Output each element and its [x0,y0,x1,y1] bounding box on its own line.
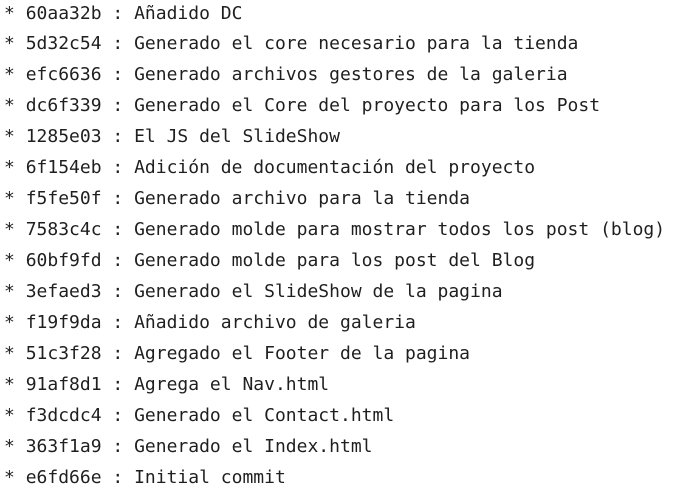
commit-line [0,245,680,276]
commit-line [0,276,680,307]
commit-hash: 51c3f28 [25,343,102,364]
bullet-asterisk: * [4,188,15,209]
commit-line [0,338,680,369]
separator: : [112,188,124,209]
bullet-asterisk: * [4,64,15,85]
bullet-asterisk: * [4,312,15,333]
separator: : [112,3,124,24]
separator: : [112,467,124,488]
commit-message: Agrega el Nav.html [134,374,330,395]
commit-hash: 3efaed3 [25,281,102,302]
bullet-asterisk: * [4,126,15,147]
commit-message: Generado el SlideShow de la pagina [134,281,503,302]
separator: : [112,312,124,333]
commit-hash: f3dcdc4 [25,405,102,426]
bullet-asterisk: * [4,219,15,240]
commit-message: Agregado el Footer de la pagina [134,343,471,364]
commit-hash: 91af8d1 [25,374,102,395]
commit-message: Generado molde para los post del Blog [134,250,536,271]
separator: : [112,374,124,395]
commit-message: Generado el Core del proyecto para los Post [134,95,601,116]
bullet-asterisk: * [4,157,15,178]
bullet-asterisk: * [4,467,15,488]
commit-line [0,183,680,214]
commit-message: Generado molde para mostrar todos los post (blog) [134,219,666,240]
commit-message: Generado el core necesario para la tienda [134,33,579,54]
commit-line [0,28,680,59]
separator: : [112,281,124,302]
commit-message: Generado archivos gestores de la galeria [134,64,568,85]
bullet-asterisk: * [4,95,15,116]
commit-hash: 1285e03 [25,126,102,147]
bullet-asterisk: * [4,374,15,395]
separator: : [112,219,124,240]
bullet-asterisk: * [4,343,15,364]
commit-line [0,307,680,338]
separator: : [112,95,124,116]
commit-message: Añadido archivo de galeria [134,312,416,333]
separator: : [112,436,124,457]
commit-hash: f5fe50f [25,188,102,209]
commit-line [0,431,680,462]
commit-message: Añadido DC [134,3,243,24]
separator: : [112,64,124,85]
commit-hash: 60bf9fd [25,250,102,271]
commit-hash: 363f1a9 [25,436,102,457]
commit-message: Generado el Index.html [134,436,373,457]
separator: : [112,33,124,54]
bullet-asterisk: * [4,436,15,457]
commit-message: El JS del SlideShow [134,126,340,147]
commit-line [0,400,680,431]
commit-message: Generado el Contact.html [134,405,395,426]
commit-message: Initial commit [134,467,286,488]
separator: : [112,343,124,364]
bullet-asterisk: * [4,33,15,54]
commit-line [0,152,680,183]
commit-hash: 5d32c54 [25,33,102,54]
bullet-asterisk: * [4,3,15,24]
commit-line [0,369,680,400]
commit-line [0,59,680,90]
commit-line [0,121,680,152]
commit-line [0,0,680,28]
commit-message: Adición de documentación del proyecto [134,157,536,178]
commit-hash: f19f9da [25,312,102,333]
commit-hash: dc6f339 [25,95,102,116]
commit-hash: 7583c4c [25,219,102,240]
bullet-asterisk: * [4,281,15,302]
commit-line [0,214,680,245]
separator: : [112,405,124,426]
separator: : [112,157,124,178]
commit-hash: 6f154eb [25,157,102,178]
separator: : [112,126,124,147]
bullet-asterisk: * [4,250,15,271]
commit-line [0,462,680,493]
separator: : [112,250,124,271]
commit-line [0,90,680,121]
commit-hash: efc6636 [25,64,102,85]
commit-message: Generado archivo para la tienda [134,188,471,209]
commit-hash: 60aa32b [25,3,102,24]
bullet-asterisk: * [4,405,15,426]
commit-hash: e6fd66e [25,467,102,488]
